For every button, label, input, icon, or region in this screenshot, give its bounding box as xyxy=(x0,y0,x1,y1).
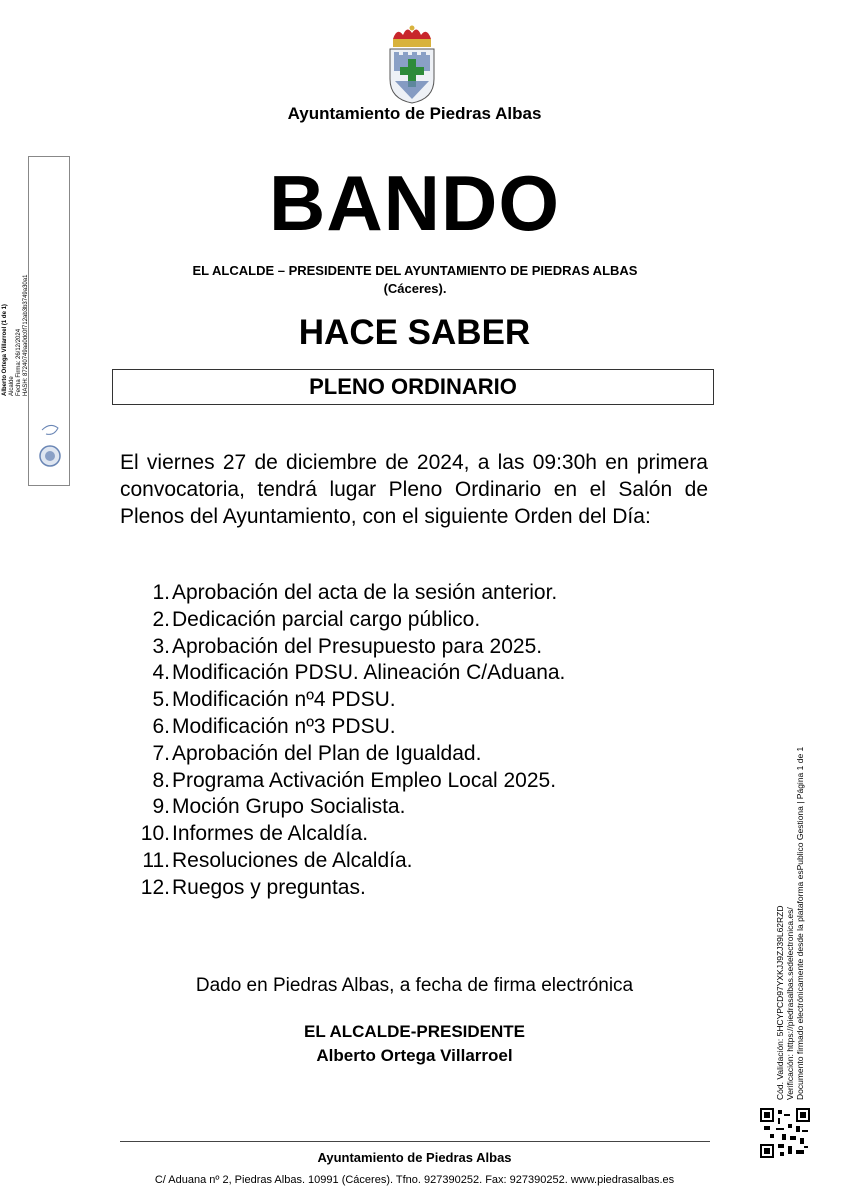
validation-text xyxy=(775,700,805,1100)
coat-of-arms-logo xyxy=(383,25,441,105)
signature-seal-icon xyxy=(36,420,64,470)
agenda-item-text: Dedicación parcial cargo público. xyxy=(172,607,481,631)
agenda-item xyxy=(120,794,565,821)
agenda-item-number: 1. xyxy=(152,581,170,604)
agenda-item xyxy=(120,714,565,741)
agenda-item-text: Modificación PDSU. Alineación C/Aduana. xyxy=(172,661,566,685)
closing-statement: Dado en Piedras Albas, a fecha de firma electrónica xyxy=(195,975,634,996)
agenda-item-text: Modificación nº3 PDSU. xyxy=(172,714,396,738)
signature-details xyxy=(2,96,30,396)
qr-code-icon xyxy=(760,1108,810,1158)
agenda-item xyxy=(120,741,565,768)
agenda-item-text: Informes de Alcaldía. xyxy=(172,822,369,846)
agenda-item xyxy=(120,875,565,902)
agenda-item xyxy=(120,634,565,661)
announcement-heading: HACE SABER xyxy=(298,313,531,352)
body-paragraph: El viernes 27 de diciembre de 2024, a las 09:30h en primera convocatoria, tendrá lugar Pleno Ordinario en el Salón de Plenos del Ayuntamiento, con el siguiente Orden del Día: xyxy=(120,451,708,528)
agenda-item-text: Aprobación del Plan de Igualdad. xyxy=(172,741,482,765)
agenda-item xyxy=(120,768,565,795)
agenda-item-number: 3. xyxy=(152,634,170,658)
agenda-item-text: Moción Grupo Socialista. xyxy=(172,795,406,819)
agenda-item-text: Aprobación del Presupuesto para 2025. xyxy=(172,634,543,658)
signature-hash: HASH: 87240749aa0dc0f712ab3b3749a30a1 xyxy=(23,274,29,396)
agenda-item xyxy=(120,848,565,875)
agenda-item-text: Ruegos y preguntas. xyxy=(172,875,366,899)
validation-platform: Documento firmado electrónicamente desde la plataforma esPublico Gestiona | Página 1 de 1 xyxy=(795,746,805,1100)
agenda-item-number: 11. xyxy=(142,848,170,872)
agenda-item-number: 4. xyxy=(152,661,170,685)
agenda-item-text: Modificación nº4 PDSU. xyxy=(172,688,396,712)
signer-name: Alberto Ortega Villarroel xyxy=(316,1046,513,1065)
agenda-item-number: 10. xyxy=(140,822,170,846)
agenda-item-number: 6. xyxy=(152,714,170,738)
agenda-item xyxy=(120,687,565,714)
validation-code: Cód. Validación: 5HCYPCD97YXKJJ9ZJ39L62RZD xyxy=(775,905,785,1100)
agenda-item-number: 12. xyxy=(140,875,170,899)
agenda-item xyxy=(120,607,565,634)
subtitle-line-1: EL ALCALDE – PRESIDENTE DEL AYUNTAMIENTO DE PIEDRAS ALBAS xyxy=(192,263,638,278)
document-subtitle xyxy=(120,262,710,298)
session-type-box: PLENO ORDINARIO xyxy=(112,369,714,405)
agenda-item xyxy=(120,821,565,848)
footer-divider xyxy=(120,1141,710,1142)
agenda-item-number: 2. xyxy=(152,607,170,631)
agenda-item-text: Programa Activación Empleo Local 2025. xyxy=(172,768,557,792)
footer-org-name: Ayuntamiento de Piedras Albas xyxy=(317,1150,512,1165)
agenda-item-number: 7. xyxy=(152,741,170,765)
agenda-item-text: Resoluciones de Alcaldía. xyxy=(172,848,413,872)
agenda-item-number: 8. xyxy=(152,768,170,792)
agenda-item-number: 9. xyxy=(152,795,170,819)
signature-signer: Alberto Ortega Villarroel (1 de 1) xyxy=(2,304,8,396)
header-org-name: Ayuntamiento de Piedras Albas xyxy=(287,104,542,123)
validation-url: Verificación: https://piedrasalbas.sedelectronica.es/ xyxy=(785,907,795,1100)
agenda-item-text: Aprobación del acta de la sesión anterior. xyxy=(172,581,558,604)
footer-address: C/ Aduana nº 2, Piedras Albas. 10991 (Cáceres). Tfno. 927390252. Fax: 927390252. www.piedrasalbas.es xyxy=(154,1174,675,1186)
agenda-list xyxy=(120,580,565,902)
agenda-item xyxy=(120,580,565,607)
signer-role: EL ALCALDE-PRESIDENTE xyxy=(303,1022,526,1041)
subtitle-line-2: (Cáceres). xyxy=(383,281,447,296)
signature-role: Alcalde xyxy=(9,376,15,396)
signature-date: Fecha Firma: 26/12/2024 xyxy=(16,328,22,396)
document-title: BANDO xyxy=(269,159,560,247)
agenda-item xyxy=(120,660,565,687)
agenda-item-number: 5. xyxy=(152,688,170,712)
